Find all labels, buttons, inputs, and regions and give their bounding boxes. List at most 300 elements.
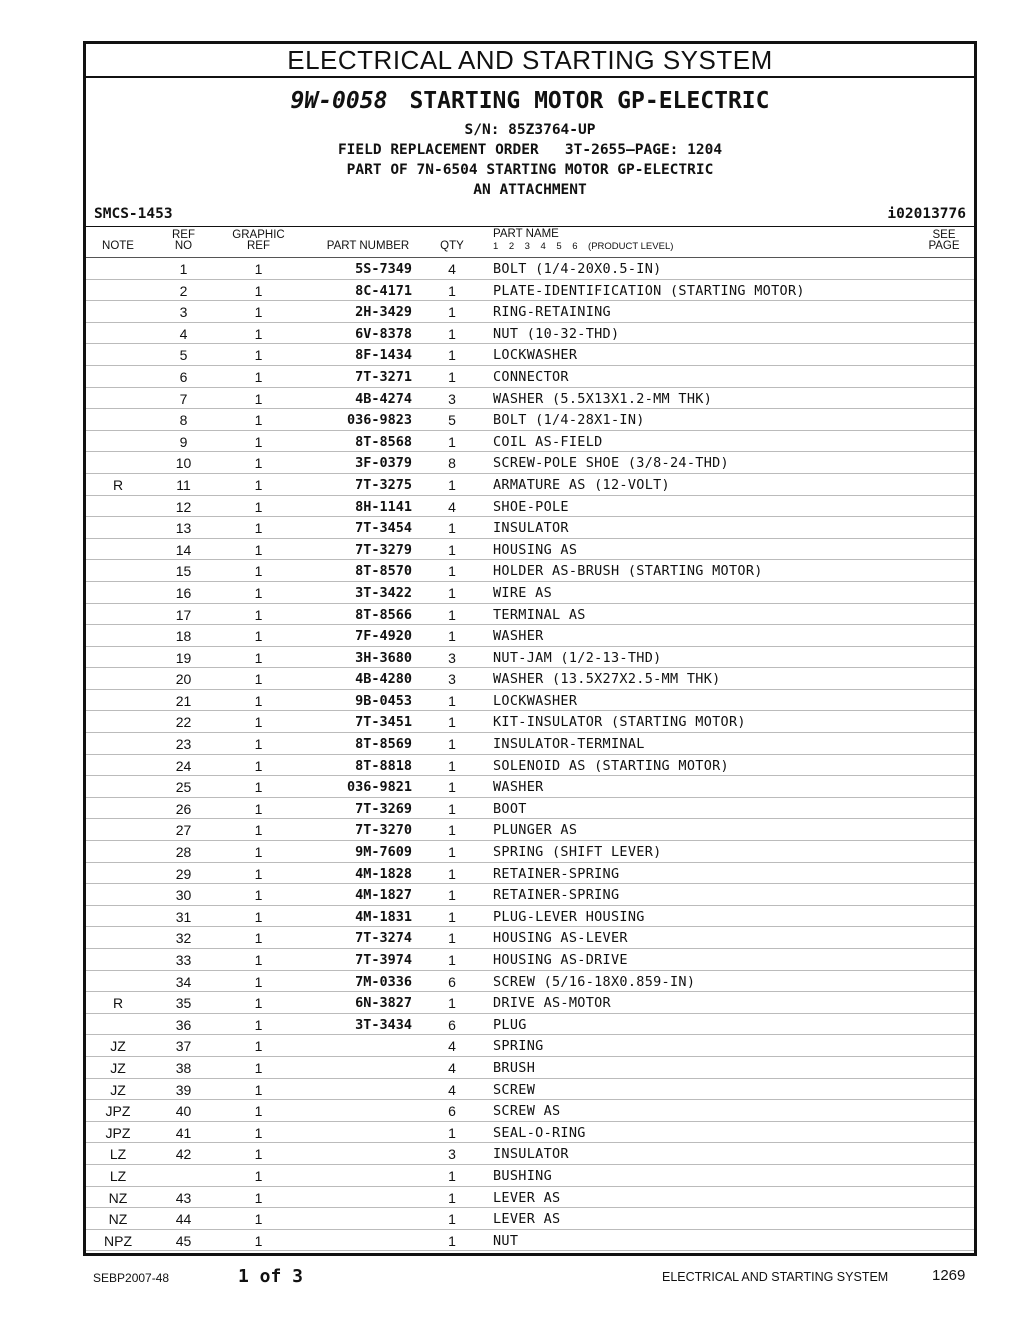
part-number-cell: 3T-3434 bbox=[355, 1016, 412, 1033]
part-name-cell: BUSHING bbox=[493, 1167, 552, 1184]
table-row bbox=[86, 1100, 974, 1122]
qty-cell: 1 bbox=[448, 908, 456, 925]
ref-no-cell: 30 bbox=[175, 887, 192, 904]
ref-no-cell: 42 bbox=[175, 1146, 192, 1163]
qty-cell: 1 bbox=[448, 433, 456, 450]
graphic-ref-cell: 1 bbox=[254, 800, 263, 817]
graphic-ref-cell: 1 bbox=[254, 347, 263, 364]
group-name: STARTING MOTOR GP-ELECTRIC bbox=[409, 88, 770, 114]
ref-no-cell: 8 bbox=[179, 412, 188, 429]
table-row bbox=[86, 1208, 974, 1230]
graphic-ref-cell: 1 bbox=[254, 887, 263, 904]
ref-no-cell: 19 bbox=[175, 649, 192, 666]
part-name-cell: COIL AS-FIELD bbox=[493, 433, 603, 450]
graphic-ref-cell: 1 bbox=[254, 1016, 263, 1033]
note-cell: NZ bbox=[108, 1211, 128, 1228]
qty-cell: 1 bbox=[448, 692, 456, 709]
col-ref-1: REF bbox=[172, 229, 195, 241]
ref-no-cell: 35 bbox=[175, 995, 192, 1012]
group-title bbox=[86, 88, 974, 114]
col-graphic-2: REF bbox=[247, 240, 270, 252]
qty-cell: 3 bbox=[448, 390, 456, 407]
field-replacement-order: FIELD REPLACEMENT ORDER 3T-2655—PAGE: 1204 bbox=[337, 142, 723, 158]
qty-cell: 1 bbox=[448, 930, 456, 947]
ref-no-cell: 18 bbox=[175, 628, 192, 645]
part-name-cell: HOUSING AS bbox=[493, 541, 578, 558]
graphic-ref-cell: 1 bbox=[254, 1146, 263, 1163]
part-name-cell: BRUSH bbox=[493, 1059, 536, 1076]
part-number-cell: 8T-8570 bbox=[355, 563, 412, 580]
graphic-ref-cell: 1 bbox=[254, 628, 263, 645]
graphic-ref-cell: 1 bbox=[254, 584, 263, 601]
part-name-cell: NUT-JAM (1/2-13-THD) bbox=[493, 649, 662, 666]
qty-cell: 1 bbox=[448, 1211, 456, 1228]
graphic-ref-cell: 1 bbox=[254, 865, 263, 882]
part-number-cell: 8T-8569 bbox=[355, 736, 412, 753]
part-name-cell: SCREW bbox=[493, 1081, 536, 1098]
ref-no-cell: 25 bbox=[175, 779, 192, 796]
qty-cell: 4 bbox=[448, 1081, 456, 1098]
graphic-ref-cell: 1 bbox=[254, 1189, 263, 1206]
col-part-number: PART NUMBER bbox=[326, 240, 410, 252]
section-banner: ELECTRICAL AND STARTING SYSTEM bbox=[86, 44, 974, 78]
qty-cell: 1 bbox=[448, 865, 456, 882]
ref-no-cell: 5 bbox=[179, 347, 188, 364]
part-number-cell: 7T-3279 bbox=[355, 541, 412, 558]
graphic-ref-cell: 1 bbox=[254, 736, 263, 753]
note-cell: JZ bbox=[110, 1059, 126, 1076]
part-number-cell: 7T-3275 bbox=[355, 476, 412, 493]
part-number-cell: 8T-8568 bbox=[355, 433, 412, 450]
part-name-cell: PLATE-IDENTIFICATION (STARTING MOTOR) bbox=[493, 282, 805, 299]
graphic-ref-cell: 1 bbox=[254, 757, 263, 774]
qty-cell: 1 bbox=[448, 1232, 456, 1249]
qty-cell: 1 bbox=[448, 952, 456, 968]
part-number-cell: 4B-4280 bbox=[355, 671, 412, 688]
table-row bbox=[86, 733, 974, 755]
doc-id: SEBP2007-48 bbox=[93, 1271, 170, 1285]
ref-no-cell: 26 bbox=[175, 800, 192, 817]
table-row bbox=[86, 517, 974, 539]
part-name-cell: NUT bbox=[493, 1232, 519, 1249]
ref-no-cell: 1 bbox=[179, 261, 188, 277]
qty-cell: 1 bbox=[448, 1189, 456, 1206]
graphic-ref-cell: 1 bbox=[254, 1038, 263, 1055]
graphic-ref-cell: 1 bbox=[254, 671, 263, 688]
qty-cell: 1 bbox=[448, 325, 456, 342]
ref-no-cell: 43 bbox=[175, 1189, 192, 1206]
ref-no-cell: 13 bbox=[175, 520, 192, 537]
graphic-ref-cell: 1 bbox=[254, 1124, 263, 1141]
part-name-cell: SPRING (SHIFT LEVER) bbox=[493, 844, 662, 861]
ref-no-cell: 40 bbox=[175, 1103, 192, 1120]
part-number-cell: 3H-3680 bbox=[355, 649, 412, 666]
table-row bbox=[86, 366, 974, 388]
part-name-cell: HOUSING AS-LEVER bbox=[493, 930, 628, 947]
qty-cell: 1 bbox=[448, 800, 456, 817]
title-block bbox=[86, 78, 974, 227]
graphic-ref-cell: 1 bbox=[254, 973, 263, 990]
parts-page-frame bbox=[83, 41, 977, 1256]
part-number-cell: 7T-3451 bbox=[355, 714, 412, 731]
part-number-cell: 7F-4920 bbox=[355, 628, 412, 645]
part-name-cell: SCREW (5/16-18X0.859-IN) bbox=[493, 973, 696, 990]
part-number-cell: 3F-0379 bbox=[355, 455, 412, 472]
qty-cell: 1 bbox=[448, 822, 456, 839]
note-cell: JPZ bbox=[105, 1103, 131, 1120]
part-name-cell: SEAL-O-RING bbox=[493, 1124, 586, 1141]
part-name-cell: LEVER AS bbox=[493, 1211, 561, 1228]
ref-no-cell: 32 bbox=[175, 930, 192, 947]
table-row bbox=[86, 711, 974, 733]
part-name-cell: WASHER bbox=[493, 779, 544, 796]
graphic-ref-cell: 1 bbox=[254, 390, 263, 407]
qty-cell: 1 bbox=[448, 1124, 456, 1141]
table-row bbox=[86, 1143, 974, 1165]
part-name-cell: WASHER (5.5X13X1.2-MM THK) bbox=[493, 390, 713, 407]
part-number-cell: 6N-3827 bbox=[355, 995, 412, 1012]
table-row bbox=[86, 1187, 974, 1209]
part-name-cell: INSULATOR bbox=[493, 1146, 569, 1163]
ref-no-cell: 27 bbox=[175, 822, 192, 839]
ref-no-cell: 4 bbox=[179, 325, 188, 342]
part-name-cell: INSULATOR-TERMINAL bbox=[493, 736, 645, 753]
part-number-cell: 2H-3429 bbox=[355, 304, 412, 321]
illustration-id: i02013776 bbox=[887, 206, 966, 222]
table-row bbox=[86, 409, 974, 431]
ref-no-cell: 7 bbox=[179, 390, 188, 407]
ref-no-cell: 29 bbox=[175, 865, 192, 882]
graphic-ref-cell: 1 bbox=[254, 261, 263, 277]
col-product-levels: 1 2 3 4 5 6 (PRODUCT LEVEL) bbox=[493, 241, 674, 252]
part-name-cell: BOLT (1/4-28X1-IN) bbox=[493, 412, 645, 429]
qty-cell: 1 bbox=[448, 714, 456, 731]
part-name-cell: WIRE AS bbox=[493, 584, 552, 601]
table-row bbox=[86, 647, 974, 669]
table-row bbox=[86, 560, 974, 582]
qty-cell: 6 bbox=[448, 1016, 456, 1033]
graphic-ref-cell: 1 bbox=[254, 541, 263, 558]
smcs-code: SMCS-1453 bbox=[94, 206, 173, 222]
qty-cell: 6 bbox=[448, 1103, 456, 1120]
part-name-cell: BOLT (1/4-20X0.5-IN) bbox=[493, 261, 662, 277]
ref-no-cell: 23 bbox=[175, 736, 192, 753]
part-number-cell: 6V-8378 bbox=[355, 325, 412, 342]
note-cell: JZ bbox=[110, 1038, 126, 1055]
part-name-cell: SPRING bbox=[493, 1038, 544, 1055]
part-name-cell: SOLENOID AS (STARTING MOTOR) bbox=[493, 757, 729, 774]
part-name-cell: SCREW-POLE SHOE (3/8-24-THD) bbox=[493, 455, 729, 472]
table-row bbox=[86, 625, 974, 647]
graphic-ref-cell: 1 bbox=[254, 779, 263, 796]
table-row bbox=[86, 884, 974, 906]
part-name-cell: SHOE-POLE bbox=[493, 498, 569, 515]
ref-no-cell: 28 bbox=[175, 844, 192, 861]
qty-cell: 1 bbox=[448, 887, 456, 904]
graphic-ref-cell: 1 bbox=[254, 822, 263, 839]
note-cell: LZ bbox=[109, 1146, 127, 1163]
col-ref-2: NO bbox=[174, 240, 193, 252]
note-cell: R bbox=[112, 995, 124, 1012]
graphic-ref-cell: 1 bbox=[254, 1081, 263, 1098]
ref-no-cell: 15 bbox=[175, 563, 192, 580]
table-row bbox=[86, 258, 974, 280]
qty-cell: 3 bbox=[448, 649, 456, 666]
note-cell: R bbox=[112, 476, 124, 493]
part-name-cell: WASHER (13.5X27X2.5-MM THK) bbox=[493, 671, 721, 688]
graphic-ref-cell: 1 bbox=[254, 368, 263, 385]
qty-cell: 3 bbox=[448, 1146, 456, 1163]
qty-cell: 4 bbox=[448, 1038, 456, 1055]
graphic-ref-cell: 1 bbox=[254, 1167, 263, 1184]
part-number-cell: 7M-0336 bbox=[355, 973, 412, 990]
graphic-ref-cell: 1 bbox=[254, 844, 263, 861]
table-row bbox=[86, 539, 974, 561]
table-row bbox=[86, 1057, 974, 1079]
part-number-cell: 036-9821 bbox=[346, 779, 412, 796]
qty-cell: 1 bbox=[448, 476, 456, 493]
qty-cell: 1 bbox=[448, 606, 456, 623]
graphic-ref-cell: 1 bbox=[254, 455, 263, 472]
table-row bbox=[86, 1014, 974, 1036]
ref-no-cell: 12 bbox=[175, 498, 192, 515]
page-of: 1 of 3 bbox=[238, 1266, 304, 1287]
graphic-ref-cell: 1 bbox=[254, 952, 263, 968]
graphic-ref-cell: 1 bbox=[254, 563, 263, 580]
qty-cell: 5 bbox=[448, 412, 456, 429]
part-number-cell: 4M-1831 bbox=[355, 908, 412, 925]
footer-section: ELECTRICAL AND STARTING SYSTEM bbox=[662, 1270, 889, 1284]
graphic-ref-cell: 1 bbox=[254, 930, 263, 947]
qty-cell: 6 bbox=[448, 973, 456, 990]
part-name-cell: PLUNGER AS bbox=[493, 822, 578, 839]
part-name-cell: PLUG-LEVER HOUSING bbox=[493, 908, 645, 925]
qty-cell: 1 bbox=[448, 628, 456, 645]
part-name-cell: TERMINAL AS bbox=[493, 606, 586, 623]
part-name-cell: RING-RETAINING bbox=[493, 304, 611, 321]
ref-no-cell: 3 bbox=[179, 304, 188, 321]
col-note: NOTE bbox=[102, 240, 134, 252]
ref-no-cell: 39 bbox=[175, 1081, 192, 1098]
table-row bbox=[86, 431, 974, 453]
table-row bbox=[86, 1230, 974, 1252]
part-number-cell: 4B-4274 bbox=[355, 390, 412, 407]
col-part-name: PART NAME bbox=[493, 228, 559, 240]
ref-no-cell: 31 bbox=[175, 908, 192, 925]
ref-no-cell: 41 bbox=[175, 1124, 192, 1141]
table-row bbox=[86, 301, 974, 323]
part-number-cell: 8H-1141 bbox=[355, 498, 412, 515]
part-name-cell: LOCKWASHER bbox=[493, 692, 578, 709]
part-name-cell: RETAINER-SPRING bbox=[493, 865, 620, 882]
graphic-ref-cell: 1 bbox=[254, 1211, 263, 1228]
part-name-cell: LOCKWASHER bbox=[493, 347, 578, 364]
qty-cell: 1 bbox=[448, 757, 456, 774]
part-number-cell: 8T-8566 bbox=[355, 606, 412, 623]
graphic-ref-cell: 1 bbox=[254, 433, 263, 450]
column-headers bbox=[86, 227, 974, 258]
graphic-ref-cell: 1 bbox=[254, 520, 263, 537]
table-row bbox=[86, 323, 974, 345]
qty-cell: 1 bbox=[448, 368, 456, 385]
table-row bbox=[86, 906, 974, 928]
part-number-cell: 9M-7609 bbox=[355, 844, 412, 861]
table-row bbox=[86, 1035, 974, 1057]
note-cell: NZ bbox=[108, 1189, 128, 1206]
table-row bbox=[86, 1079, 974, 1101]
part-name-cell: DRIVE AS-MOTOR bbox=[493, 995, 611, 1012]
qty-cell: 1 bbox=[448, 347, 456, 364]
table-row bbox=[86, 604, 974, 626]
part-number-cell: 5S-7349 bbox=[355, 261, 412, 277]
qty-cell: 8 bbox=[448, 455, 456, 472]
note-cell: JZ bbox=[110, 1081, 126, 1098]
part-name-cell: CONNECTOR bbox=[493, 368, 569, 385]
ref-no-cell: 16 bbox=[175, 584, 192, 601]
page-number: 1269 bbox=[932, 1267, 966, 1284]
serial-number: S/N: 85Z3764-UP bbox=[464, 122, 596, 138]
part-number-cell: 4M-1827 bbox=[355, 887, 412, 904]
part-number-cell: 7T-3269 bbox=[355, 800, 412, 817]
part-name-cell: HOUSING AS-DRIVE bbox=[493, 952, 628, 968]
note-cell: JPZ bbox=[105, 1124, 131, 1141]
table-row bbox=[86, 927, 974, 949]
graphic-ref-cell: 1 bbox=[254, 282, 263, 299]
table-row bbox=[86, 668, 974, 690]
graphic-ref-cell: 1 bbox=[254, 692, 263, 709]
part-name-cell: BOOT bbox=[493, 800, 527, 817]
part-name-cell: SCREW AS bbox=[493, 1103, 561, 1120]
qty-cell: 1 bbox=[448, 995, 456, 1012]
ref-no-cell: 33 bbox=[175, 952, 192, 968]
ref-no-cell: 20 bbox=[175, 671, 192, 688]
graphic-ref-cell: 1 bbox=[254, 412, 263, 429]
qty-cell: 3 bbox=[448, 671, 456, 688]
qty-cell: 1 bbox=[448, 563, 456, 580]
part-name-cell: WASHER bbox=[493, 628, 544, 645]
part-name-cell: ARMATURE AS (12-VOLT) bbox=[493, 476, 670, 493]
note-cell: LZ bbox=[109, 1167, 127, 1184]
graphic-ref-cell: 1 bbox=[254, 1103, 263, 1120]
part-number-cell: 7T-3274 bbox=[355, 930, 412, 947]
ref-no-cell: 45 bbox=[175, 1232, 192, 1249]
part-number-cell: 7T-3454 bbox=[355, 520, 412, 537]
table-row bbox=[86, 776, 974, 798]
graphic-ref-cell: 1 bbox=[254, 714, 263, 731]
part-number-cell: 3T-3422 bbox=[355, 584, 412, 601]
table-row bbox=[86, 280, 974, 302]
table-row bbox=[86, 344, 974, 366]
col-see-2: PAGE bbox=[928, 240, 960, 252]
part-number-cell: 4M-1828 bbox=[355, 865, 412, 882]
ref-no-cell: 14 bbox=[175, 541, 192, 558]
table-row bbox=[86, 798, 974, 820]
part-number-cell: 8F-1434 bbox=[355, 347, 412, 364]
ref-no-cell: 36 bbox=[175, 1016, 192, 1033]
group-code: 9W-0058 bbox=[290, 88, 388, 114]
graphic-ref-cell: 1 bbox=[254, 476, 263, 493]
ref-no-cell: 21 bbox=[175, 692, 192, 709]
table-row bbox=[86, 1122, 974, 1144]
qty-cell: 1 bbox=[448, 779, 456, 796]
table-row bbox=[86, 474, 974, 496]
part-name-cell: LEVER AS bbox=[493, 1189, 561, 1206]
part-name-cell: HOLDER AS-BRUSH (STARTING MOTOR) bbox=[493, 563, 763, 580]
attachment-line: AN ATTACHMENT bbox=[473, 182, 587, 198]
col-see-1: SEE bbox=[932, 229, 956, 241]
table-row bbox=[86, 819, 974, 841]
qty-cell: 4 bbox=[448, 1059, 456, 1076]
part-number-cell: 8C-4171 bbox=[355, 282, 412, 299]
graphic-ref-cell: 1 bbox=[254, 995, 263, 1012]
table-row bbox=[86, 1165, 974, 1187]
note-cell: NPZ bbox=[104, 1232, 132, 1249]
graphic-ref-cell: 1 bbox=[254, 1059, 263, 1076]
graphic-ref-cell: 1 bbox=[254, 1232, 263, 1249]
part-name-cell: INSULATOR bbox=[493, 520, 569, 537]
table-row bbox=[86, 452, 974, 474]
graphic-ref-cell: 1 bbox=[254, 304, 263, 321]
part-name-cell: NUT (10-32-THD) bbox=[493, 325, 620, 342]
ref-no-cell: 44 bbox=[175, 1211, 192, 1228]
ref-no-cell: 9 bbox=[179, 433, 188, 450]
part-name-cell: KIT-INSULATOR (STARTING MOTOR) bbox=[493, 714, 746, 731]
graphic-ref-cell: 1 bbox=[254, 325, 263, 342]
qty-cell: 4 bbox=[448, 261, 456, 277]
table-row bbox=[86, 949, 974, 971]
ref-no-cell: 6 bbox=[179, 368, 188, 385]
qty-cell: 1 bbox=[448, 844, 456, 861]
table-row bbox=[86, 971, 974, 993]
part-number-cell: 7T-3270 bbox=[355, 822, 412, 839]
qty-cell: 1 bbox=[448, 541, 456, 558]
table-row bbox=[86, 755, 974, 777]
table-row bbox=[86, 863, 974, 885]
part-number-cell: 8T-8818 bbox=[355, 757, 412, 774]
ref-no-cell: 37 bbox=[175, 1038, 192, 1055]
qty-cell: 1 bbox=[448, 1167, 456, 1184]
part-name-cell: PLUG bbox=[493, 1016, 527, 1033]
table-row bbox=[86, 496, 974, 518]
qty-cell: 4 bbox=[448, 498, 456, 515]
col-qty: QTY bbox=[440, 240, 464, 252]
table-row bbox=[86, 388, 974, 410]
graphic-ref-cell: 1 bbox=[254, 649, 263, 666]
table-row bbox=[86, 690, 974, 712]
part-number-cell: 7T-3974 bbox=[355, 952, 412, 968]
ref-no-cell: 38 bbox=[175, 1059, 192, 1076]
ref-no-cell: 24 bbox=[175, 757, 192, 774]
part-number-cell: 7T-3271 bbox=[355, 368, 412, 385]
part-number-cell: 9B-0453 bbox=[355, 692, 412, 709]
table-row bbox=[86, 841, 974, 863]
ref-no-cell: 17 bbox=[175, 606, 192, 623]
part-number-cell: 036-9823 bbox=[346, 412, 412, 429]
table-row bbox=[86, 992, 974, 1014]
part-name-cell: RETAINER-SPRING bbox=[493, 887, 620, 904]
table-row bbox=[86, 582, 974, 604]
qty-cell: 1 bbox=[448, 584, 456, 601]
ref-no-cell: 34 bbox=[175, 973, 192, 990]
ref-no-cell: 11 bbox=[176, 476, 191, 493]
qty-cell: 1 bbox=[448, 282, 456, 299]
col-graphic-1: GRAPHIC bbox=[232, 229, 285, 241]
qty-cell: 1 bbox=[448, 304, 456, 321]
graphic-ref-cell: 1 bbox=[254, 908, 263, 925]
qty-cell: 1 bbox=[448, 736, 456, 753]
qty-cell: 1 bbox=[448, 520, 456, 537]
graphic-ref-cell: 1 bbox=[254, 498, 263, 515]
